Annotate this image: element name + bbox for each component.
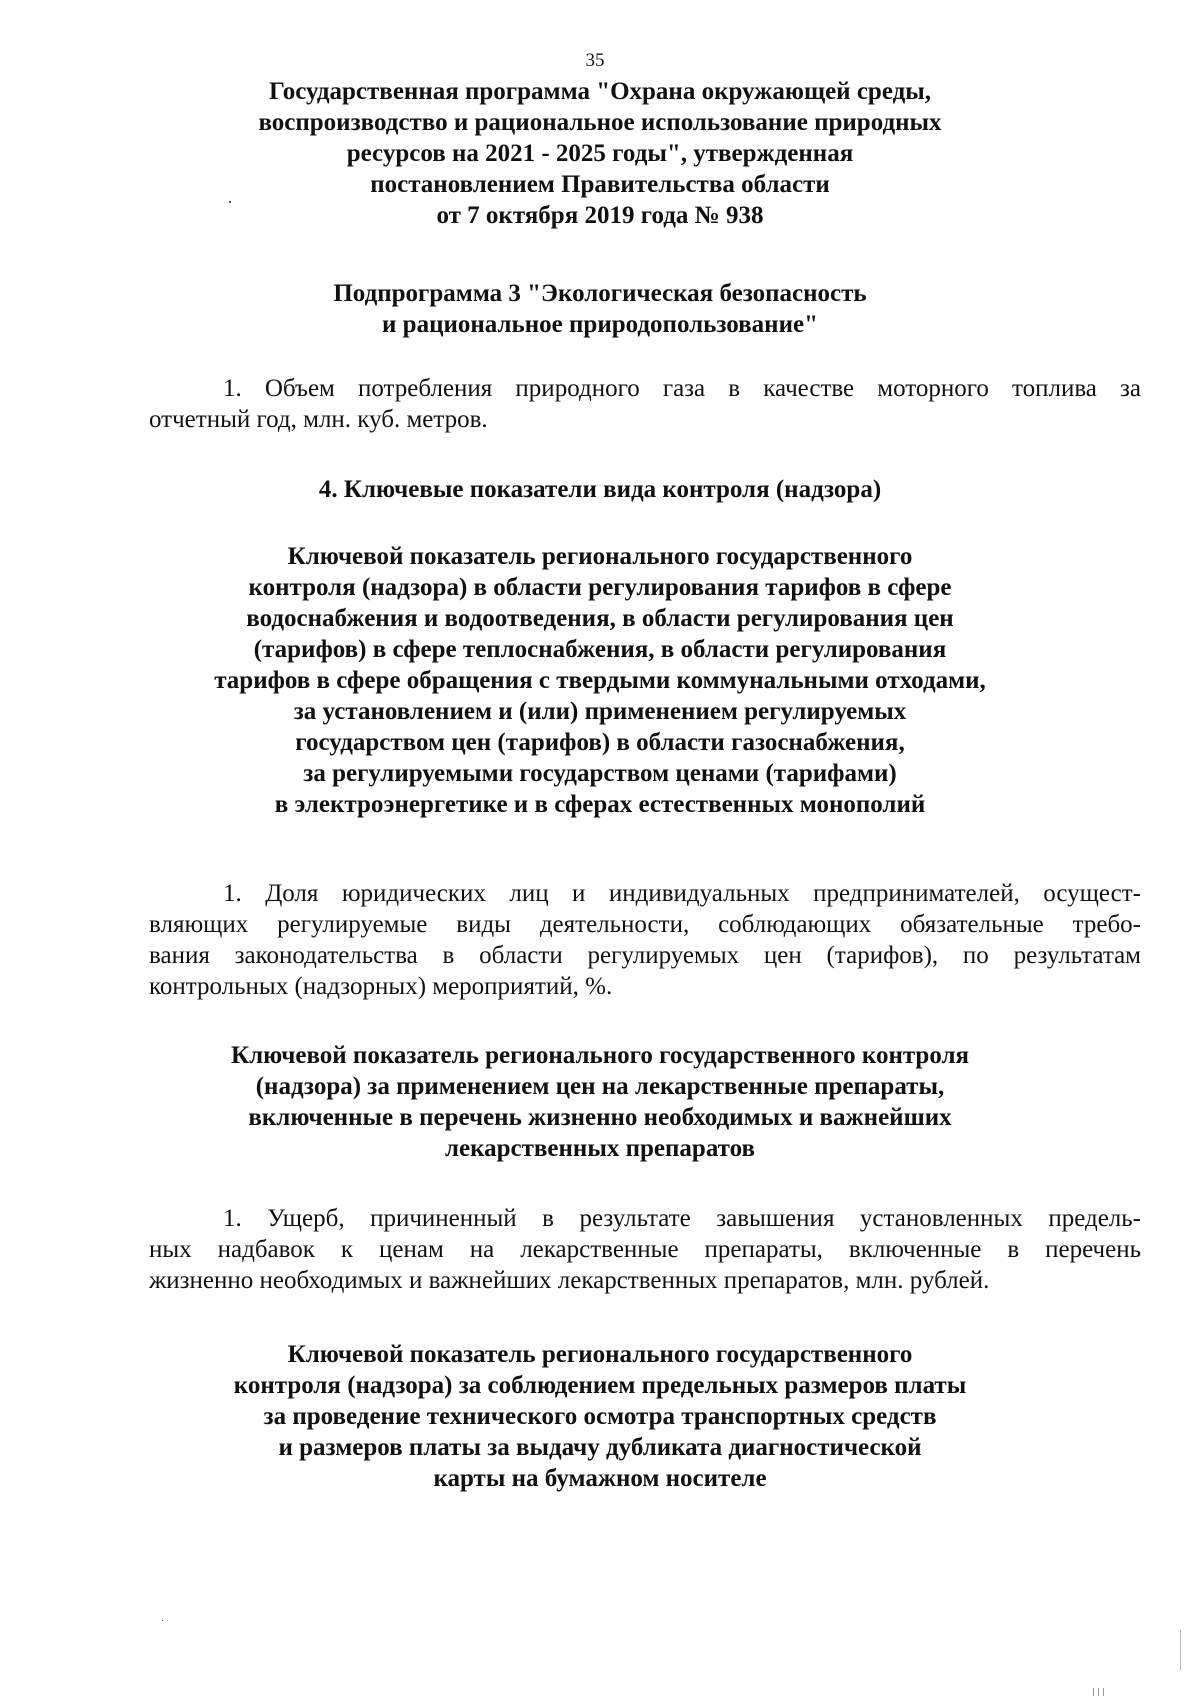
paragraph-line: контрольных (надзорных) мероприятий, %. [149, 973, 613, 1000]
paragraph-line: отчетный год, млн. куб. метров. [149, 406, 488, 433]
indicator-title-line: (надзора) за применением цен на лекарственные препараты, [255, 1073, 945, 1100]
subprogram-indicator-item [149, 373, 1141, 435]
section-4-title [150, 474, 1050, 505]
paragraph-line: 1. Ущерб, причиненный в результате завышения установленных предель- [223, 1205, 1141, 1232]
subprogram-title [150, 278, 1050, 340]
indicator-medicines-title [150, 1040, 1050, 1164]
indicator-title-line: (тарифов) в сфере теплоснабжения, в области регулирования [253, 636, 947, 663]
indicator-title-line: Ключевой показатель регионального государственного [287, 543, 913, 570]
indicator-title-line: за установлением и (или) применением регулируемых [293, 698, 907, 725]
indicator-title-line: тарифов в сфере обращения с твердыми коммунальными отходами, [214, 667, 986, 694]
program-title-line: постановлением Правительства области [370, 171, 830, 198]
indicator-tariffs-title [150, 541, 1050, 820]
subprogram-title-line: Подпрограмма 3 "Экологическая безопасность [333, 280, 867, 307]
program-title-line: от 7 октября 2019 года № 938 [436, 202, 764, 229]
indicator-title-line: в электроэнергетике и в сферах естественных монополий [274, 791, 926, 818]
indicator-title-line: водоснабжения и водоотведения, в области регулирования цен [246, 605, 954, 632]
indicator-title-line: контроля (надзора) в области регулирования тарифов в сфере [248, 574, 952, 601]
scan-edge-mark [1103, 1688, 1104, 1696]
scan-speck [229, 201, 231, 203]
scan-edge-mark [1180, 1630, 1181, 1670]
program-title-line: Государственная программа "Охрана окружающей среды, [268, 78, 931, 105]
scan-speck [162, 1620, 163, 1621]
indicator-inspection-title [150, 1339, 1050, 1494]
indicator-title-line: контроля (надзора) за соблюдением предельных размеров платы [233, 1372, 967, 1399]
indicator-title-line: Ключевой показатель регионального государственного [287, 1341, 913, 1368]
indicator-title-line: и размеров платы за выдачу дубликата диагностической [278, 1434, 922, 1461]
indicator-medicines-item [149, 1203, 1141, 1296]
indicator-title-line: государством цен (тарифов) в области газоснабжения, [295, 729, 905, 756]
paragraph-line: вания законодательства в области регулируемых цен (тарифов), по результатам [149, 942, 1141, 969]
subprogram-title-line: и рациональное природопользование" [382, 311, 818, 338]
program-title [150, 76, 1050, 231]
indicator-title-line: за регулируемыми государством ценами (тарифами) [303, 760, 897, 787]
paragraph-line: ных надбавок к ценам на лекарственные препараты, включенные в перечень [149, 1236, 1141, 1263]
paragraph-line: 1. Объем потребления природного газа в качестве моторного топлива за [223, 375, 1141, 402]
program-title-line: воспроизводство и рациональное использование природных [258, 109, 942, 136]
indicator-title-line: за проведение технического осмотра транспортных средств [263, 1403, 937, 1430]
indicator-title-line: лекарственных препаратов [445, 1135, 755, 1162]
scan-edge-mark [1093, 1688, 1094, 1696]
program-title-line: ресурсов на 2021 - 2025 годы", утвержденная [346, 140, 854, 167]
indicator-title-line: Ключевой показатель регионального государственного контроля [230, 1042, 970, 1069]
section-title-line: 4. Ключевые показатели вида контроля (надзора) [318, 476, 882, 503]
paragraph-line: 1. Доля юридических лиц и индивидуальных предпринимателей, осущест- [223, 880, 1141, 907]
indicator-title-line: включенные в перечень жизненно необходимых и важнейших [248, 1104, 952, 1131]
paragraph-line: жизненно необходимых и важнейших лекарственных препаратов, млн. рублей. [149, 1267, 990, 1294]
scan-edge-mark [1098, 1688, 1099, 1696]
indicator-title-line: карты на бумажном носителе [433, 1465, 767, 1492]
indicator-tariffs-item [149, 878, 1141, 1002]
paragraph-line: вляющих регулируемые виды деятельности, соблюдающих обязательные требо- [149, 911, 1141, 938]
page-number: 35 [585, 50, 605, 71]
